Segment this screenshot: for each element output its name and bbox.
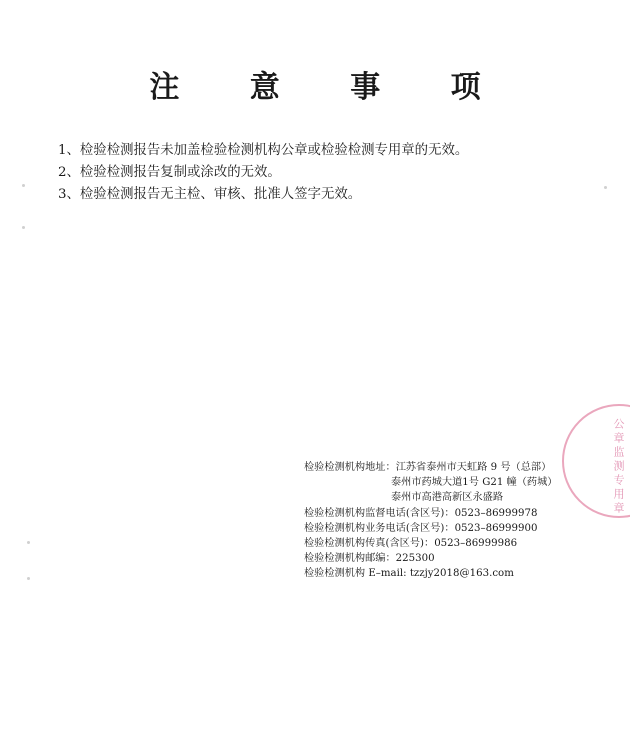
postcode: 检验检测机构邮编：225300 xyxy=(304,553,435,565)
address-line-1: 江苏省泰州市天虹路 9 号（总部） xyxy=(395,462,552,473)
supervision-phone: 检验检测机构监督电话(含区号)：0523–86999978 xyxy=(304,507,538,519)
page-title: 注 意 事 项 xyxy=(149,70,511,105)
scan-speck xyxy=(27,541,30,544)
address-row xyxy=(304,460,594,475)
notes-list xyxy=(58,140,578,206)
note-item-2: 2、检验检测报告复制或涂改的无效。 xyxy=(58,165,281,180)
business-phone: 检验检测机构业务电话(含区号)：0523–86999900 xyxy=(304,522,538,534)
seal-text: 公章监测专用章 xyxy=(612,418,625,516)
note-item-1: 1、检验检测报告未加盖检验检测机构公章或检验检测专用章的无效。 xyxy=(58,143,469,158)
email: 检验检测机构 E–mail: tzzjy2018@163.com xyxy=(304,568,514,580)
fax: 检验检测机构传真(含区号)：0523–86999986 xyxy=(304,538,518,550)
address-line-3: 泰州市高港高新区永盛路 xyxy=(391,492,504,504)
scan-speck xyxy=(604,186,607,189)
scan-speck xyxy=(22,184,25,187)
address-label: 检验检测机构地址： xyxy=(304,462,396,473)
scan-speck xyxy=(22,226,25,229)
contact-info xyxy=(304,460,594,582)
note-item-3: 3、检验检测报告无主检、审核、批准人签字无效。 xyxy=(58,187,362,202)
address-line-2: 泰州市药城大道1号 G21 幢（药城） xyxy=(391,477,558,489)
scan-speck xyxy=(27,577,30,580)
